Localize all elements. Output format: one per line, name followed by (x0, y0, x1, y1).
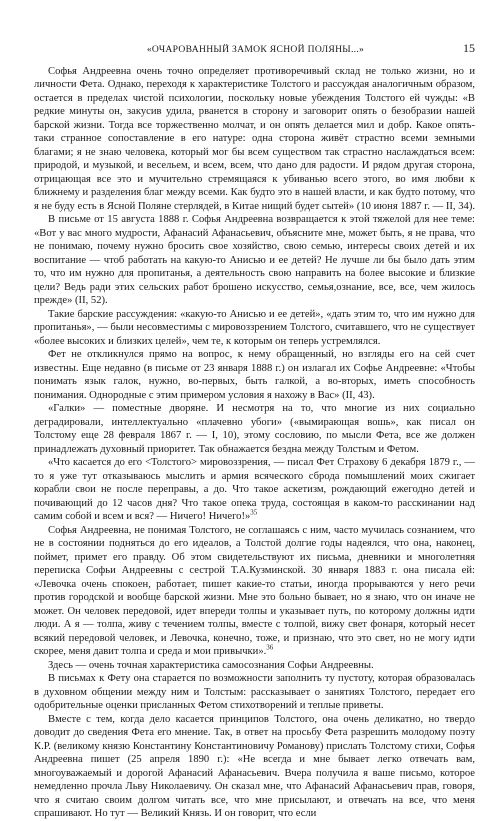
paragraph-text: Софья Андреевна, не понимая Толстого, не соглашаясь с ним, часто мучилась сознанием, что не в состоянии подняться до его идеалов, а Толстой долгие годы надеялся, что она, наконец, поймет, примет его правду. Об этом свидетельствуют их письма, дневники и многолетняя переписка Софьи Андреевны с сестрой Т.А.Кузминской. 30 января 1883 г. она писала ей: «Левочка очень спокоен, работает, пишет какие-то статьи, иногда прорываются у него речи против городской и вообще барской жизни. Мне это больно бывает, но я знаю, что он иначе не может. Он человек передовой, идет впереди толпы и указывает путь, по которому должны идти люди. А я — толпа, живу с течением толпы, вместе с толпой, вижу свет фонаря, который несет всякий передовой человек, и Левочка, конечно, тоже, и признаю, что это свет, но не могу идти скорее, меня давит толпа и среда и мои привычки». (34, 524, 475, 657)
book-page (34, 42, 475, 821)
paragraph: Здесь — очень точная характеристика самосознания Софьи Андреевны. (48, 659, 374, 671)
paragraph: Такие барские рассуждения: «какую-то Анисью и ее детей», «дать этим то, что им нужно для пропитанья», — были несовместимы с мировоззрением Толстого, считавшего, что не существует «более высоких и близких целей», чем те, к которым он теперь устремлялся. (34, 308, 475, 347)
footnote-marker: 35 (250, 508, 258, 517)
paragraph: «Галки» — поместные дворяне. И несмотря на то, что многие из них социально деградировали, интеллектуально «плачевно убоги» («вымирающая вошь», как писал он Толстому еще 28 февраля 1867 г. — I, 10), этому сословию, по мысли Фета, все же должен принадлежать духовный приоритет. Так обнажается бездна между Толстым и Фетом. (34, 403, 475, 455)
page-number: 15 (463, 41, 475, 55)
paragraph: Вместе с тем, когда дело касается принципов Толстого, она очень деликатно, но твердо доводит до сведения Фета его мнение. Так, в ответ на просьбу Фета разрешить молодому поэту К.Р. (великому князю Константину Константиновичу Романову) прислать Толстому стихи, Софья Андреевна пишет (25 апреля 1890 г.): «Не всегда и мне бывает легко отвечать вам, многоуважаемый и дорогой Афанасий Афанасьевич. Вчера получила я ваше письмо, которое немедленно прочла Льву Николаевичу. Он сказал мне, что Афанасий Афанасьевич прав, говоря, что я считаю своим долгом читать все, что мне присылают, и отвечать на все, что меня спрашивают. Но тут — Великий Князь. И он говорит, что если (34, 713, 475, 819)
paragraph: Софья Андреевна очень точно определяет противоречивый склад не только жизни, но и личности Фета. Однако, переходя к характеристике Толстого и рассуждая аналогичным образом, остается в пределах чистой психологии, поскольку новые убеждения Толстого ей чужды: «В редкие минуты он, закусив удила, рванется в сторону и заговорит опять о безобразии нашей барской жизни. Тогда все торжественно молчат, и он опять делается мил и добр. Какое опять-таки странное сопоставление в его натуре: одна сторона живёт страстно всеми земными благами; я не знаю человека, который мог бы всем существом так страстно наслаждаться всем: природой, и музыкой, и весельем, и всем, всем, что дано для радости. И рядом другая сторона, отрицающая все это и мучительно стремящаяся к убиванью всего этого, во имя любви к ближнему и разделения благ между всеми. Как будто это в нашей власти, и как будто потому, что я не буду есть в Ясной Поляне стерлядей, в Китае нищий будет сытей» (10 июня 1887 г. — II, 34). (34, 65, 475, 212)
paragraph: В письмах к Фету она старается по возможности заполнить ту пустоту, которая образовалась в духовном общении между ним и Толстым: рассказывает о занятиях Толстого, передает его одобрительные оценки присланных Фетом стихотворений и теплые приветы. (34, 673, 475, 711)
paragraph: Фет не откликнулся прямо на вопрос, к нему обращенный, но взгляды его на сей счет известны. Еще недавно (в письме от 23 января 1888 г.) он излагал их Софье Андреевне: «Чтобы понимать язык галок, нужно, во-первых, быть галкой, а во-вторых, иметь способность понимания. Однородные с этим примером условия я нахожу в Вас» (II, 43). (34, 349, 475, 401)
paragraph-with-footnote (34, 524, 475, 659)
paragraph: В письме от 15 августа 1888 г. Софья Андреевна возвращается к этой тяжелой для нее теме: «Вот у вас много мудрости, Афанасий Афанасьевич, объясните мне, может быть, я не права, что не понимаю, почему нужно бросить свое хозяйство, свою семью, интересы своих детей и их воспитание — чтоб работать на какую-то Анисью и ее детей? Не лучше ли бы было дать этим то, что им нужно для пропитанья, а деятельность свою направить на более высокие и близкие цели? Ведь ради этих сельских работ брошено искусство, семья,ознание, все, все, чем жилось прежде» (II, 52). (34, 214, 475, 306)
footnote-marker: 36 (266, 643, 274, 652)
page-header (34, 42, 475, 57)
paragraph-with-footnote (34, 456, 475, 524)
paragraph-text: «Что касается до его <Толстого> мировоззрения, — писал Фет Страхову 6 декабря 1879 г., — то я уже тут отказываюсь мыслить и армия всяческого сброда помышлений моих сжигает корабли свои не после переправы, а до. Что такое аскетизм, рождающий ежегодно детей и почивающий до 12 часов дня? Что такое опека труда, состоящая в каком-то расскинании над самим собой и всем и вся? — Ничего! Ничего!» (34, 457, 475, 522)
running-title: «ОЧАРОВАННЫЙ ЗАМОК ЯСНОЙ ПОЛЯНЫ...» (146, 44, 365, 55)
